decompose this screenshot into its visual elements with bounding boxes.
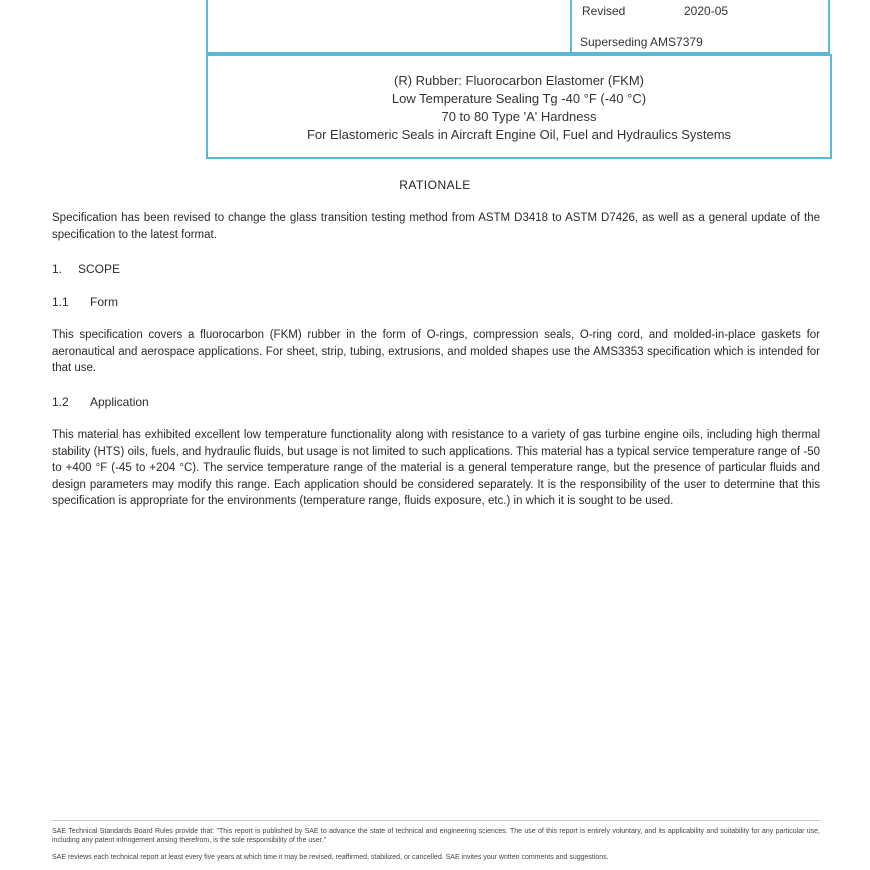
section-number: 1. (52, 262, 63, 276)
footer-notice-1: SAE Technical Standards Board Rules provide that: "This report is published by SAE to advance the state of technical and engineering sciences. The use of this report is entirely voluntary, and its applicability and suitability for any particular use, including any patent infringement arising therefrom, is the sole responsibility of the user." (52, 828, 820, 844)
revised-label: Revised (582, 4, 626, 18)
section-title: SCOPE (78, 262, 121, 276)
title-line-2: Low Temperature Sealing Tg -40 °F (-40 °C) (391, 91, 647, 106)
section-application-heading (52, 395, 149, 409)
section-scope-heading (52, 262, 120, 276)
section-form-heading (52, 295, 118, 309)
footer-divider (52, 820, 820, 821)
title-line-1: (R) Rubber: Fluorocarbon Elastomer (FKM) (394, 73, 644, 88)
document-header-box (206, 0, 830, 54)
subsection-title: Form (90, 295, 118, 309)
footer-notice-2: SAE reviews each technical report at least every five years at which time it may be revised, reaffirmed, stabilized, or cancelled. SAE invites your written comments and suggestions. (52, 854, 609, 861)
subsection-number: 1.2 (52, 395, 69, 409)
title-line-3: 70 to 80 Type 'A' Hardness (441, 109, 597, 124)
title-line-4: For Elastomeric Seals in Aircraft Engine Oil, Fuel and Hydraulics Systems (306, 127, 732, 142)
header-divider (570, 0, 572, 56)
form-paragraph: This specification covers a fluorocarbon (FKM) rubber in the form of O-rings, compression seals, O-ring cord, and molded-in-place gaskets for aeronautical and aerospace applications. For sheet, strip, tubing, extrusions, and molded shapes use the AMS3353 specification which is intended for that use. (52, 329, 820, 374)
rationale-paragraph: Specification has been revised to change the glass transition testing method from ASTM D3418 to ASTM D7426, as well as a general update of the specification to the latest format. (52, 212, 820, 241)
title-box (206, 54, 832, 159)
subsection-number: 1.1 (52, 295, 69, 309)
subsection-title: Application (90, 395, 149, 409)
revised-date: 2020-05 (684, 4, 729, 18)
rationale-heading: RATIONALE (399, 178, 471, 192)
superseding-label: Superseding AMS7379 (580, 35, 703, 49)
application-paragraph: This material has exhibited excellent low temperature functionality along with resistance to a variety of gas turbine engine oils, including high thermal stability (HTS) oils, fuels, and hydraulic fluids, but usage is not limited to such applications. This material has a typical service temperature range of -50 to +400 °F (-45 to +204 °C). The service temperature range of the material is a general temperature range, but the presence of particular fluids and design parameters may modify this range. Each application should be considered separately. It is the responsibility of the user to determine that this specification is appropriate for the environments (temperature range, fluids exposure, etc.) in which it is sought to be used. (52, 429, 820, 507)
